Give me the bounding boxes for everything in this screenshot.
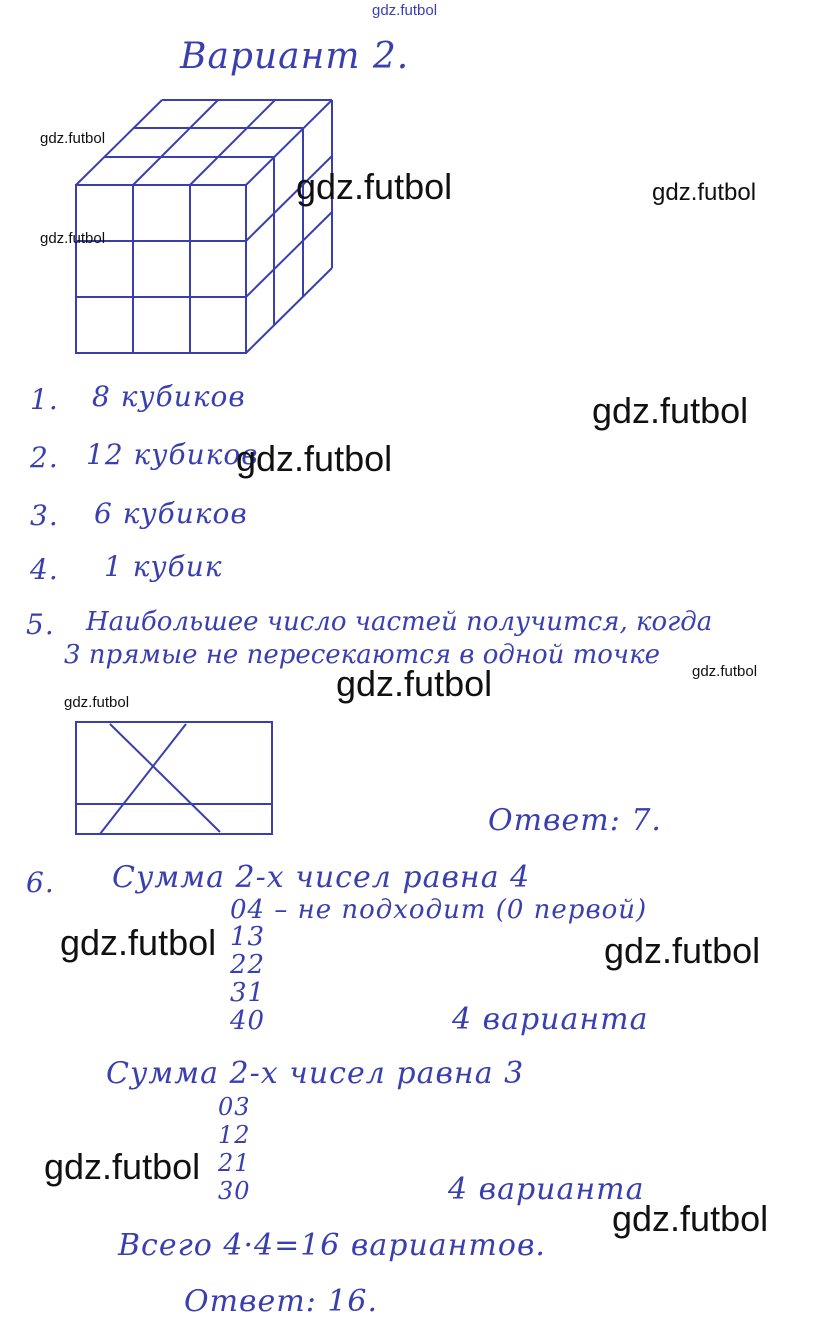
watermark: gdz.futbol <box>40 130 106 147</box>
answer-3-number: 3. <box>30 499 59 532</box>
watermark-top: gdz.futbol <box>372 2 438 19</box>
list2-item: 12 <box>218 1121 251 1149</box>
answer-6-count2: 4 варианта <box>448 1172 645 1207</box>
watermark: gdz.futbol <box>692 663 758 680</box>
answer-4-text: 1 кубик <box>104 550 223 583</box>
list2-item: 03 <box>218 1093 251 1121</box>
watermark: gdz.futbol <box>60 922 217 963</box>
answer-6-line2: Сумма 2-х чисел равна 3 <box>106 1056 525 1091</box>
list1-item: 13 <box>230 922 266 952</box>
answer-3-text: 6 кубиков <box>94 497 248 530</box>
list2-item: 30 <box>218 1177 251 1205</box>
answer-6-line1: Сумма 2-х чисел равна 4 <box>112 860 531 895</box>
watermark: gdz.futbol <box>44 1146 201 1187</box>
watermark: gdz.futbol <box>64 694 130 711</box>
watermark: gdz.futbol <box>612 1198 769 1239</box>
watermark: gdz.futbol <box>652 179 757 206</box>
answer-6-number: 6. <box>26 866 55 899</box>
lines-diagram <box>76 722 272 834</box>
watermark: gdz.futbol <box>296 166 453 207</box>
list2-item: 21 <box>218 1149 251 1177</box>
list1-item: 31 <box>230 978 266 1008</box>
answer-1-number: 1. <box>30 383 59 416</box>
list1-item: 04 – не подходит (0 первой) <box>230 895 648 925</box>
watermark: gdz.futbol <box>40 230 106 247</box>
watermark: gdz.futbol <box>236 438 393 479</box>
answer-4-number: 4. <box>30 553 59 586</box>
watermark: gdz.futbol <box>592 390 749 431</box>
watermark: gdz.futbol <box>604 930 761 971</box>
answer-6-count1: 4 варианта <box>452 1002 649 1037</box>
list1-item: 22 <box>230 950 266 980</box>
answer-5-result: Ответ: 7. <box>488 803 662 838</box>
answer-5-number: 5. <box>26 608 55 641</box>
answer-6-result: Ответ: 16. <box>184 1284 379 1319</box>
answer-5-line2: 3 прямые не пересекаются в одной точке <box>64 640 661 670</box>
answer-2-text: 12 кубиков <box>86 438 259 471</box>
watermark: gdz.futbol <box>336 663 493 704</box>
page-title: Вариант 2. <box>180 36 410 77</box>
list1-item: 40 <box>230 1006 266 1036</box>
answer-5-line1: Наибольшее число частей получится, когда <box>86 607 713 637</box>
answer-1-text: 8 кубиков <box>92 380 246 413</box>
answer-2-number: 2. <box>30 441 59 474</box>
answer-6-total: Всего 4·4=16 вариантов. <box>118 1228 546 1263</box>
